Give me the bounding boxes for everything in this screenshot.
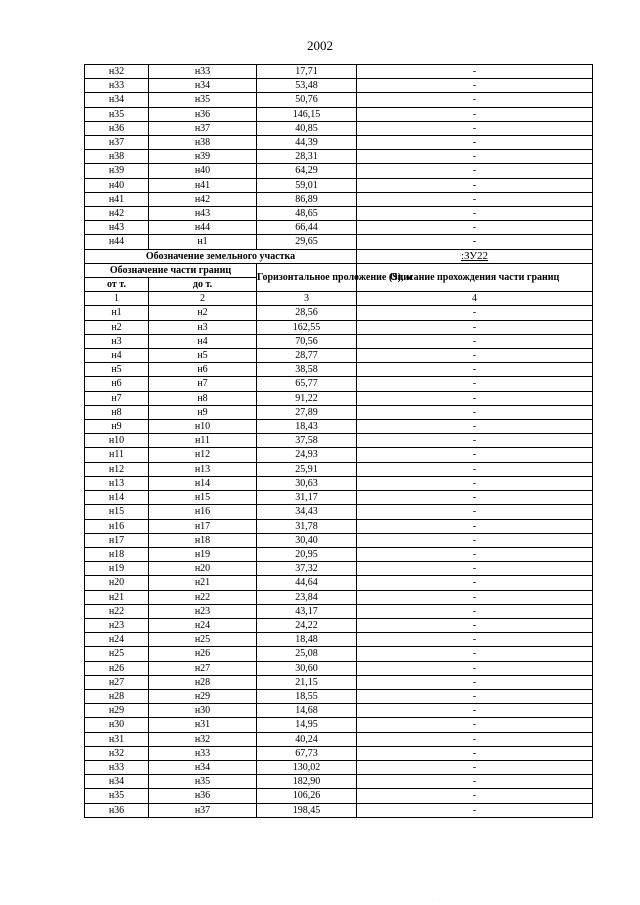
from-point-cell: н24 (85, 633, 149, 647)
distance-cell: 25,91 (257, 462, 357, 476)
distance-cell: 30,63 (257, 476, 357, 490)
to-point-cell: н43 (149, 207, 257, 221)
table-row (85, 675, 593, 689)
from-point-cell: н32 (85, 65, 149, 79)
description-cell: - (357, 448, 593, 462)
table-row (85, 533, 593, 547)
from-point-cell: н6 (85, 377, 149, 391)
to-point-cell: н42 (149, 192, 257, 206)
to-point-cell: н41 (149, 178, 257, 192)
description-cell: - (357, 320, 593, 334)
page-number: 2002 (307, 38, 333, 53)
to-point-cell: н12 (149, 448, 257, 462)
from-point-cell: н13 (85, 476, 149, 490)
to-point-cell: н30 (149, 704, 257, 718)
distance-cell: 20,95 (257, 547, 357, 561)
column-index: 3 (257, 292, 357, 306)
distance-cell: 40,85 (257, 121, 357, 135)
from-point-cell: н18 (85, 547, 149, 561)
description-cell: - (357, 434, 593, 448)
distance-cell: 70,56 (257, 334, 357, 348)
from-point-cell: н20 (85, 576, 149, 590)
from-point-cell: н32 (85, 746, 149, 760)
table-row (85, 604, 593, 618)
from-point-cell: н40 (85, 178, 149, 192)
distance-cell: 18,55 (257, 689, 357, 703)
table-row (85, 192, 593, 206)
description-cell: - (357, 235, 593, 249)
description-cell: - (357, 562, 593, 576)
from-point-cell: н5 (85, 363, 149, 377)
description-cell: - (357, 576, 593, 590)
table-row (85, 718, 593, 732)
table-row (85, 320, 593, 334)
distance-cell: 64,29 (257, 164, 357, 178)
distance-cell: 91,22 (257, 391, 357, 405)
description-cell: - (357, 519, 593, 533)
header-to-point: до т. (149, 278, 257, 292)
table-row (85, 363, 593, 377)
table-row (85, 547, 593, 561)
table-row (85, 462, 593, 476)
header-description: Описание прохождения части границ (357, 263, 593, 291)
table-row (85, 633, 593, 647)
distance-cell: 67,73 (257, 746, 357, 760)
distance-cell: 40,24 (257, 732, 357, 746)
from-point-cell: н34 (85, 775, 149, 789)
description-cell: - (357, 604, 593, 618)
from-point-cell: н4 (85, 349, 149, 363)
description-cell: - (357, 547, 593, 561)
description-cell: - (357, 420, 593, 434)
to-point-cell: н13 (149, 462, 257, 476)
plot-designation-label: Обозначение земельного участка (85, 249, 357, 263)
to-point-cell: н11 (149, 434, 257, 448)
from-point-cell: н12 (85, 462, 149, 476)
to-point-cell: н29 (149, 689, 257, 703)
from-point-cell: н27 (85, 675, 149, 689)
from-point-cell: н26 (85, 661, 149, 675)
table-row (85, 775, 593, 789)
to-point-cell: н3 (149, 320, 257, 334)
from-point-cell: н36 (85, 121, 149, 135)
to-point-cell: н33 (149, 746, 257, 760)
to-point-cell: н15 (149, 491, 257, 505)
table-row (85, 349, 593, 363)
table-row (85, 178, 593, 192)
distance-cell: 198,45 (257, 803, 357, 817)
description-cell: - (357, 618, 593, 632)
from-point-cell: н2 (85, 320, 149, 334)
from-point-cell: н14 (85, 491, 149, 505)
table-row (85, 434, 593, 448)
from-point-cell: н9 (85, 420, 149, 434)
scan-artifact: · · · · · · · (420, 898, 462, 903)
distance-cell: 28,31 (257, 150, 357, 164)
distance-cell: 25,08 (257, 647, 357, 661)
distance-cell: 24,93 (257, 448, 357, 462)
to-point-cell: н38 (149, 136, 257, 150)
from-point-cell: н39 (85, 164, 149, 178)
table-row (85, 164, 593, 178)
from-point-cell: н36 (85, 803, 149, 817)
distance-cell: 30,60 (257, 661, 357, 675)
description-cell: - (357, 661, 593, 675)
header-boundary-parts: Обозначение части границ (85, 263, 257, 277)
description-cell: - (357, 633, 593, 647)
column-index: 1 (85, 292, 149, 306)
table-row (85, 618, 593, 632)
to-point-cell: н28 (149, 675, 257, 689)
to-point-cell: н23 (149, 604, 257, 618)
description-cell: - (357, 192, 593, 206)
description-cell: - (357, 363, 593, 377)
to-point-cell: н4 (149, 334, 257, 348)
table-row (85, 405, 593, 419)
table-row (85, 789, 593, 803)
table-row (85, 519, 593, 533)
from-point-cell: н28 (85, 689, 149, 703)
description-cell: - (357, 65, 593, 79)
to-point-cell: н16 (149, 505, 257, 519)
distance-cell: 30,40 (257, 533, 357, 547)
from-point-cell: н15 (85, 505, 149, 519)
to-point-cell: н39 (149, 150, 257, 164)
plot-designation-row (85, 249, 593, 263)
to-point-cell: н27 (149, 661, 257, 675)
from-point-cell: н42 (85, 207, 149, 221)
table-row (85, 590, 593, 604)
to-point-cell: н8 (149, 391, 257, 405)
description-cell: - (357, 775, 593, 789)
column-index-row (85, 292, 593, 306)
description-cell: - (357, 306, 593, 320)
description-cell: - (357, 462, 593, 476)
distance-cell: 27,89 (257, 405, 357, 419)
table-row (85, 207, 593, 221)
distance-cell: 21,15 (257, 675, 357, 689)
to-point-cell: н14 (149, 476, 257, 490)
from-point-cell: н23 (85, 618, 149, 632)
distance-cell: 31,17 (257, 491, 357, 505)
to-point-cell: н40 (149, 164, 257, 178)
header-from-point: от т. (85, 278, 149, 292)
to-point-cell: н21 (149, 576, 257, 590)
from-point-cell: н22 (85, 604, 149, 618)
distance-cell: 28,77 (257, 349, 357, 363)
distance-cell: 44,39 (257, 136, 357, 150)
from-point-cell: н3 (85, 334, 149, 348)
table-row (85, 79, 593, 93)
description-cell: - (357, 704, 593, 718)
description-cell: - (357, 476, 593, 490)
distance-cell: 29,65 (257, 235, 357, 249)
from-point-cell: н31 (85, 732, 149, 746)
to-point-cell: н44 (149, 221, 257, 235)
table-row (85, 562, 593, 576)
description-cell: - (357, 718, 593, 732)
to-point-cell: н9 (149, 405, 257, 419)
from-point-cell: н25 (85, 647, 149, 661)
distance-cell: 130,02 (257, 760, 357, 774)
to-point-cell: н6 (149, 363, 257, 377)
table-row (85, 107, 593, 121)
description-cell: - (357, 150, 593, 164)
from-point-cell: н10 (85, 434, 149, 448)
column-index: 2 (149, 292, 257, 306)
to-point-cell: н35 (149, 93, 257, 107)
to-point-cell: н31 (149, 718, 257, 732)
description-cell: - (357, 93, 593, 107)
description-cell: - (357, 732, 593, 746)
table-row (85, 93, 593, 107)
column-index: 4 (357, 292, 593, 306)
description-cell: - (357, 121, 593, 135)
description-cell: - (357, 377, 593, 391)
description-cell: - (357, 405, 593, 419)
table-row (85, 65, 593, 79)
from-point-cell: н37 (85, 136, 149, 150)
to-point-cell: н37 (149, 121, 257, 135)
distance-cell: 162,55 (257, 320, 357, 334)
to-point-cell: н26 (149, 647, 257, 661)
description-cell: - (357, 391, 593, 405)
distance-cell: 18,43 (257, 420, 357, 434)
table-row (85, 746, 593, 760)
distance-cell: 18,48 (257, 633, 357, 647)
description-cell: - (357, 491, 593, 505)
distance-cell: 59,01 (257, 178, 357, 192)
column-header-row (85, 263, 593, 277)
to-point-cell: н20 (149, 562, 257, 576)
table-row (85, 420, 593, 434)
table-row (85, 334, 593, 348)
description-cell: - (357, 746, 593, 760)
distance-cell: 182,90 (257, 775, 357, 789)
description-cell: - (357, 789, 593, 803)
from-point-cell: н1 (85, 306, 149, 320)
plot-header-section (85, 249, 593, 306)
to-point-cell: н2 (149, 306, 257, 320)
to-point-cell: н7 (149, 377, 257, 391)
table-row (85, 491, 593, 505)
description-cell: - (357, 803, 593, 817)
distance-cell: 53,48 (257, 79, 357, 93)
table-row (85, 732, 593, 746)
description-cell: - (357, 760, 593, 774)
description-cell: - (357, 107, 593, 121)
top-rows-section (85, 65, 593, 250)
table-row (85, 576, 593, 590)
table-row (85, 505, 593, 519)
table-row (85, 121, 593, 135)
distance-cell: 106,26 (257, 789, 357, 803)
description-cell: - (357, 136, 593, 150)
description-cell: - (357, 647, 593, 661)
table-row (85, 391, 593, 405)
description-cell: - (357, 164, 593, 178)
distance-cell: 14,95 (257, 718, 357, 732)
table-row (85, 803, 593, 817)
distance-cell: 37,32 (257, 562, 357, 576)
from-point-cell: н17 (85, 533, 149, 547)
distance-cell: 44,64 (257, 576, 357, 590)
table-row (85, 377, 593, 391)
table-row (85, 647, 593, 661)
table-row (85, 704, 593, 718)
table-row (85, 235, 593, 249)
distance-cell: 48,65 (257, 207, 357, 221)
to-point-cell: н19 (149, 547, 257, 561)
distance-cell: 17,71 (257, 65, 357, 79)
to-point-cell: н17 (149, 519, 257, 533)
distance-cell: 146,15 (257, 107, 357, 121)
from-point-cell: н33 (85, 760, 149, 774)
to-point-cell: н36 (149, 107, 257, 121)
from-point-cell: н43 (85, 221, 149, 235)
from-point-cell: н16 (85, 519, 149, 533)
from-point-cell: н35 (85, 789, 149, 803)
table-row (85, 476, 593, 490)
distance-cell: 66,44 (257, 221, 357, 235)
from-point-cell: н29 (85, 704, 149, 718)
distance-cell: 28,56 (257, 306, 357, 320)
from-point-cell: н34 (85, 93, 149, 107)
from-point-cell: н19 (85, 562, 149, 576)
from-point-cell: н11 (85, 448, 149, 462)
table-row (85, 221, 593, 235)
from-point-cell: н38 (85, 150, 149, 164)
table-row (85, 306, 593, 320)
to-point-cell: н10 (149, 420, 257, 434)
to-point-cell: н32 (149, 732, 257, 746)
from-point-cell: н35 (85, 107, 149, 121)
description-cell: - (357, 505, 593, 519)
from-point-cell: н41 (85, 192, 149, 206)
to-point-cell: н36 (149, 789, 257, 803)
table-row (85, 448, 593, 462)
from-point-cell: н7 (85, 391, 149, 405)
description-cell: - (357, 207, 593, 221)
distance-cell: 37,58 (257, 434, 357, 448)
to-point-cell: н1 (149, 235, 257, 249)
to-point-cell: н24 (149, 618, 257, 632)
to-point-cell: н22 (149, 590, 257, 604)
description-cell: - (357, 689, 593, 703)
to-point-cell: н34 (149, 79, 257, 93)
to-point-cell: н5 (149, 349, 257, 363)
distance-cell: 34,43 (257, 505, 357, 519)
bottom-rows-section (85, 306, 593, 817)
plot-designation-value: :ЗУ22 (357, 249, 593, 263)
description-cell: - (357, 79, 593, 93)
header-horizontal-distance: Горизонтальное проложение (S), м (257, 263, 357, 291)
to-point-cell: н18 (149, 533, 257, 547)
table-row (85, 661, 593, 675)
description-cell: - (357, 334, 593, 348)
distance-cell: 43,17 (257, 604, 357, 618)
distance-cell: 38,58 (257, 363, 357, 377)
table-row (85, 689, 593, 703)
distance-cell: 14,68 (257, 704, 357, 718)
description-cell: - (357, 178, 593, 192)
to-point-cell: н34 (149, 760, 257, 774)
table-row (85, 136, 593, 150)
distance-cell: 65,77 (257, 377, 357, 391)
description-cell: - (357, 533, 593, 547)
distance-cell: 50,76 (257, 93, 357, 107)
description-cell: - (357, 675, 593, 689)
to-point-cell: н25 (149, 633, 257, 647)
description-cell: - (357, 349, 593, 363)
from-point-cell: н8 (85, 405, 149, 419)
distance-cell: 24,22 (257, 618, 357, 632)
distance-cell: 86,89 (257, 192, 357, 206)
description-cell: - (357, 221, 593, 235)
distance-cell: 23,84 (257, 590, 357, 604)
from-point-cell: н30 (85, 718, 149, 732)
table-row (85, 760, 593, 774)
distance-cell: 31,78 (257, 519, 357, 533)
table-row (85, 150, 593, 164)
from-point-cell: н44 (85, 235, 149, 249)
to-point-cell: н35 (149, 775, 257, 789)
description-cell: - (357, 590, 593, 604)
from-point-cell: н21 (85, 590, 149, 604)
boundary-table (84, 64, 593, 818)
from-point-cell: н33 (85, 79, 149, 93)
to-point-cell: н37 (149, 803, 257, 817)
to-point-cell: н33 (149, 65, 257, 79)
